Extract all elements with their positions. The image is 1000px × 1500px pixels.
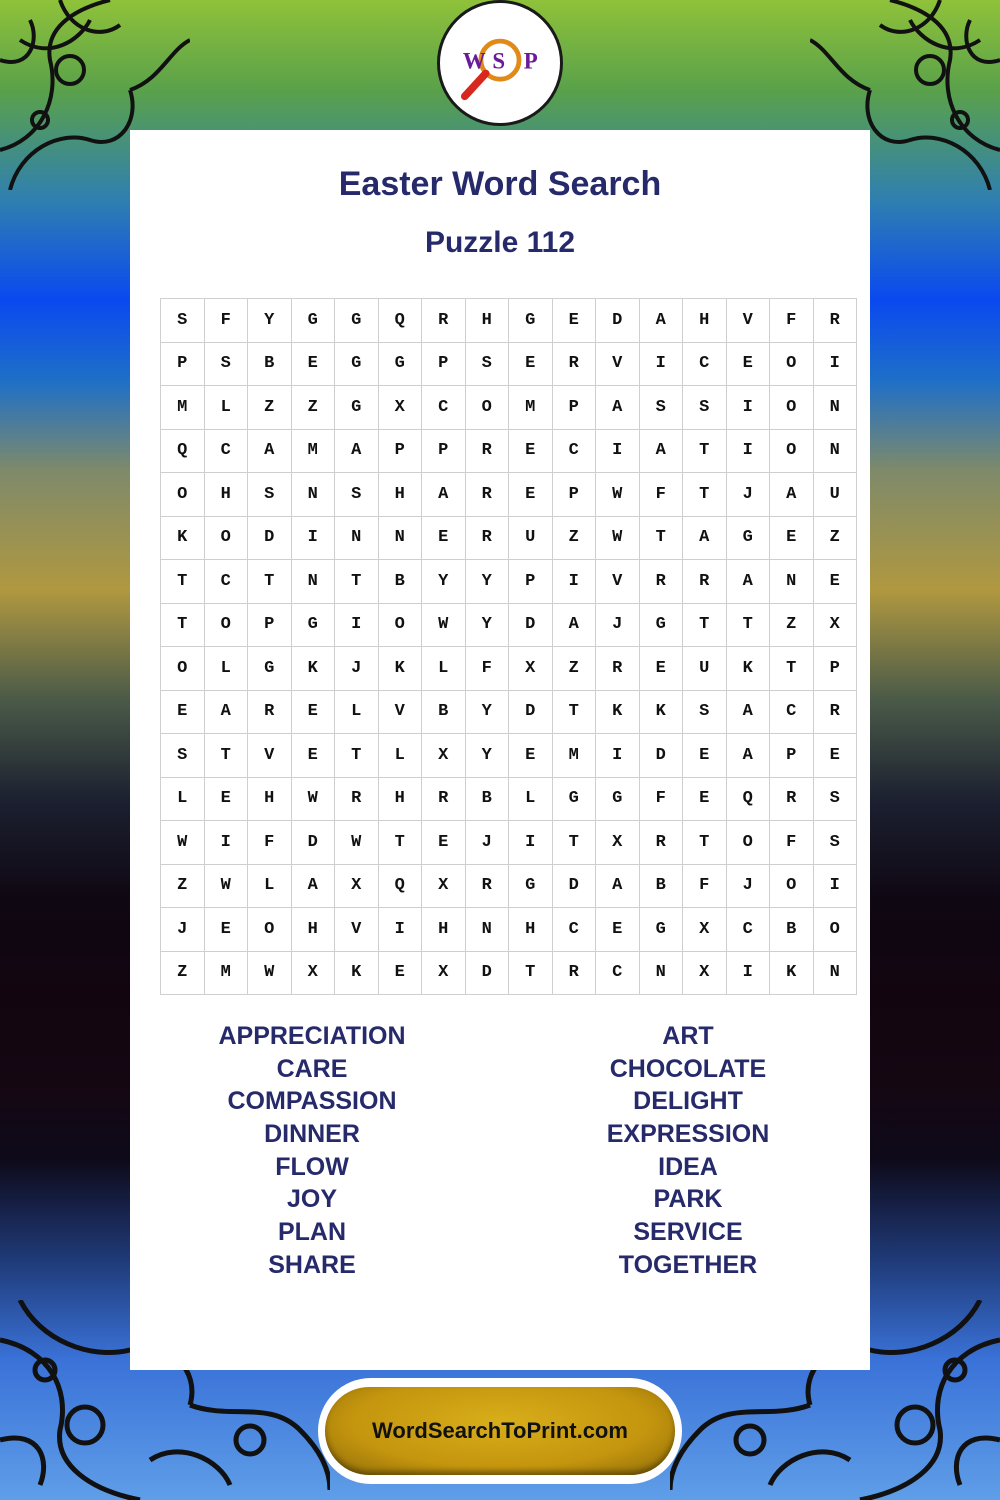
grid-row [161,603,857,647]
grid-cell[interactable]: L [509,777,553,821]
grid-cell[interactable]: Y [465,603,509,647]
grid-cell[interactable]: S [204,342,248,386]
grid-cell[interactable]: X [291,951,335,995]
grid-cell[interactable]: B [639,864,683,908]
grid-cell[interactable]: N [465,908,509,952]
grid-cell[interactable]: E [770,516,814,560]
grid-cell[interactable]: A [683,516,727,560]
footer-badge[interactable] [318,1378,682,1484]
grid-cell[interactable]: A [726,734,770,778]
grid-cell[interactable]: Z [813,516,857,560]
grid-cell[interactable]: P [552,386,596,430]
grid-cell[interactable]: U [813,473,857,517]
grid-cell[interactable]: C [683,342,727,386]
grid-cell[interactable]: T [639,516,683,560]
grid-cell[interactable]: B [770,908,814,952]
grid-cell[interactable]: R [335,777,379,821]
grid-cell[interactable]: O [726,821,770,865]
grid-cell[interactable]: Z [291,386,335,430]
grid-cell[interactable]: E [204,777,248,821]
grid-cell[interactable]: W [248,951,292,995]
grid-cell[interactable]: G [509,864,553,908]
grid-cell[interactable]: M [291,429,335,473]
grid-row [161,908,857,952]
grid-cell[interactable]: F [248,821,292,865]
grid-cell[interactable]: C [204,560,248,604]
grid-cell[interactable]: L [335,690,379,734]
grid-cell[interactable]: S [335,473,379,517]
word-list-item: EXPRESSION [606,1120,770,1149]
grid-cell[interactable]: T [726,603,770,647]
grid-cell[interactable]: R [813,299,857,343]
grid-cell[interactable]: O [161,473,205,517]
grid-cell[interactable]: G [552,777,596,821]
grid-cell[interactable]: K [596,690,640,734]
grid-cell[interactable]: A [335,429,379,473]
word-list-item: FLOW [275,1152,349,1181]
grid-cell[interactable]: H [248,777,292,821]
grid-cell[interactable]: P [422,342,466,386]
grid-cell[interactable]: F [465,647,509,691]
grid-cell[interactable]: I [291,516,335,560]
grid-cell[interactable]: E [378,951,422,995]
grid-cell[interactable]: O [378,603,422,647]
grid-cell[interactable]: R [552,951,596,995]
grid-row [161,516,857,560]
grid-cell[interactable]: N [770,560,814,604]
grid-cell[interactable]: C [552,908,596,952]
grid-cell[interactable]: P [248,603,292,647]
grid-cell[interactable]: R [596,647,640,691]
grid-cell[interactable]: R [639,560,683,604]
grid-cell[interactable]: H [378,473,422,517]
grid-cell[interactable]: K [726,647,770,691]
grid-cell[interactable]: G [335,299,379,343]
grid-cell[interactable]: D [465,951,509,995]
grid-cell[interactable]: I [509,821,553,865]
grid-cell[interactable]: K [770,951,814,995]
grid-cell[interactable]: E [291,734,335,778]
grid-cell[interactable]: Q [161,429,205,473]
grid-cell[interactable]: K [639,690,683,734]
grid-cell[interactable]: I [639,342,683,386]
grid-cell[interactable]: R [552,342,596,386]
grid-cell[interactable]: N [291,560,335,604]
grid-cell[interactable]: R [465,473,509,517]
grid-row [161,647,857,691]
grid-cell[interactable]: R [422,299,466,343]
grid-cell[interactable]: E [422,516,466,560]
grid-cell[interactable]: C [770,690,814,734]
word-list-item: DELIGHT [633,1087,743,1116]
grid-cell[interactable]: F [770,299,814,343]
grid-cell[interactable]: A [204,690,248,734]
grid-cell[interactable]: O [204,603,248,647]
grid-cell[interactable]: Y [465,690,509,734]
word-list-item: CARE [276,1054,348,1083]
grid-cell[interactable]: W [596,473,640,517]
grid-cell[interactable]: P [422,429,466,473]
grid-cell[interactable]: Z [161,864,205,908]
grid-cell[interactable]: A [770,473,814,517]
grid-cell[interactable]: N [639,951,683,995]
grid-row [161,951,857,995]
grid-cell[interactable]: A [422,473,466,517]
grid-cell[interactable]: B [465,777,509,821]
grid-cell[interactable]: R [422,777,466,821]
grid-cell[interactable]: I [813,864,857,908]
grid-cell[interactable]: D [552,864,596,908]
grid-cell[interactable]: D [291,821,335,865]
grid-cell[interactable]: E [204,908,248,952]
grid-cell[interactable]: E [509,734,553,778]
grid-cell[interactable]: R [465,864,509,908]
grid-cell[interactable]: E [291,690,335,734]
word-list-item: CHOCOLATE [609,1054,767,1083]
grid-cell[interactable]: R [465,429,509,473]
grid-cell[interactable]: P [378,429,422,473]
grid-cell[interactable]: T [204,734,248,778]
grid-row [161,386,857,430]
grid-cell[interactable]: T [683,473,727,517]
grid-cell[interactable]: S [813,821,857,865]
grid-cell[interactable]: X [596,821,640,865]
grid-row [161,299,857,343]
grid-cell[interactable]: Q [378,864,422,908]
grid-cell[interactable]: I [726,951,770,995]
grid-cell[interactable]: Z [552,516,596,560]
grid-cell[interactable]: N [813,429,857,473]
grid-cell[interactable]: W [161,821,205,865]
grid-cell[interactable]: J [161,908,205,952]
grid-cell[interactable]: F [683,864,727,908]
grid-cell[interactable]: W [335,821,379,865]
grid-cell[interactable]: E [552,299,596,343]
grid-cell[interactable]: H [378,777,422,821]
grid-cell[interactable]: T [683,821,727,865]
grid-cell[interactable]: H [291,908,335,952]
grid-cell[interactable]: E [639,647,683,691]
grid-cell[interactable]: F [639,777,683,821]
grid-cell[interactable]: L [378,734,422,778]
grid-cell[interactable]: C [422,386,466,430]
grid-cell[interactable]: T [683,603,727,647]
grid-cell[interactable]: E [596,908,640,952]
grid-cell[interactable]: R [465,516,509,560]
grid-cell[interactable]: P [509,560,553,604]
grid-cell[interactable]: G [639,603,683,647]
grid-cell[interactable]: T [509,951,553,995]
grid-cell[interactable]: I [378,908,422,952]
grid-cell[interactable]: O [813,908,857,952]
grid-cell[interactable]: V [596,342,640,386]
grid-cell[interactable]: S [161,734,205,778]
word-list-left [122,1020,502,1282]
grid-cell[interactable]: S [639,386,683,430]
grid-cell[interactable]: X [683,908,727,952]
logo-letter-p: P [523,48,538,74]
grid-cell[interactable]: E [509,473,553,517]
grid-cell[interactable]: A [291,864,335,908]
grid-cell[interactable]: L [161,777,205,821]
grid-cell[interactable]: A [726,560,770,604]
grid-cell[interactable]: O [770,386,814,430]
grid-cell[interactable]: J [335,647,379,691]
grid-cell[interactable]: Y [465,560,509,604]
grid-cell[interactable]: R [813,690,857,734]
grid-cell[interactable]: S [683,386,727,430]
grid-cell[interactable]: B [248,342,292,386]
word-list-item: PARK [653,1185,723,1214]
grid-cell[interactable]: T [248,560,292,604]
grid-cell[interactable]: G [509,299,553,343]
grid-cell[interactable]: J [726,473,770,517]
grid-cell[interactable]: L [422,647,466,691]
grid-cell[interactable]: A [248,429,292,473]
grid-row [161,821,857,865]
grid-cell[interactable]: Y [248,299,292,343]
grid-cell[interactable]: V [335,908,379,952]
grid-cell[interactable]: D [596,299,640,343]
grid-cell[interactable]: E [161,690,205,734]
word-list-right [498,1020,878,1282]
grid-cell[interactable]: R [639,821,683,865]
grid-cell[interactable]: H [509,908,553,952]
grid-cell[interactable]: G [291,603,335,647]
grid-cell[interactable]: T [378,821,422,865]
grid-cell[interactable]: O [770,864,814,908]
grid-cell[interactable]: U [683,647,727,691]
grid-cell[interactable]: A [726,690,770,734]
grid-cell[interactable]: O [204,516,248,560]
grid-cell[interactable]: N [291,473,335,517]
grid-cell[interactable]: A [552,603,596,647]
grid-cell[interactable]: X [683,951,727,995]
grid-cell[interactable]: D [639,734,683,778]
grid-cell[interactable]: Q [378,299,422,343]
grid-row [161,429,857,473]
grid-cell[interactable]: A [639,299,683,343]
grid-cell[interactable]: Y [422,560,466,604]
grid-cell[interactable]: H [683,299,727,343]
grid-cell[interactable]: P [161,342,205,386]
grid-cell[interactable]: I [726,429,770,473]
grid-cell[interactable]: J [596,603,640,647]
grid-cell[interactable]: E [683,777,727,821]
grid-cell[interactable]: L [204,647,248,691]
grid-row [161,734,857,778]
grid-cell[interactable]: G [335,386,379,430]
grid-row [161,560,857,604]
grid-cell[interactable]: V [378,690,422,734]
grid-cell[interactable]: N [813,951,857,995]
grid-cell[interactable]: D [509,690,553,734]
grid-cell[interactable]: E [813,560,857,604]
grid-cell[interactable]: J [726,864,770,908]
grid-cell[interactable]: K [335,951,379,995]
grid-cell[interactable]: S [248,473,292,517]
grid-cell[interactable]: G [335,342,379,386]
grid-cell[interactable]: V [248,734,292,778]
grid-cell[interactable]: I [552,560,596,604]
logo-letter-s: S [492,48,506,74]
grid-cell[interactable]: M [552,734,596,778]
grid-cell[interactable]: C [726,908,770,952]
site-link[interactable]: WordSearchToPrint.com [325,1387,675,1475]
grid-cell[interactable]: B [378,560,422,604]
grid-cell[interactable]: E [726,342,770,386]
page-title: Easter Word Search [338,165,662,203]
grid-cell[interactable]: S [683,690,727,734]
grid-cell[interactable]: T [161,560,205,604]
grid-cell[interactable]: S [813,777,857,821]
grid-cell[interactable]: Z [161,951,205,995]
grid-cell[interactable]: G [248,647,292,691]
grid-cell[interactable]: E [509,429,553,473]
grid-cell[interactable]: X [422,864,466,908]
grid-cell[interactable]: H [422,908,466,952]
grid-cell[interactable]: P [552,473,596,517]
grid-cell[interactable]: J [465,821,509,865]
grid-cell[interactable]: P [770,734,814,778]
grid-cell[interactable]: N [378,516,422,560]
grid-row [161,342,857,386]
grid-cell[interactable]: K [161,516,205,560]
grid-row [161,864,857,908]
grid-cell[interactable]: O [161,647,205,691]
grid-cell[interactable]: W [291,777,335,821]
grid-cell[interactable]: D [509,603,553,647]
grid-cell[interactable]: Q [726,777,770,821]
letter-grid[interactable] [160,298,857,995]
grid-cell[interactable]: E [683,734,727,778]
word-list-item: JOY [286,1185,338,1214]
grid-cell[interactable]: I [596,429,640,473]
grid-cell[interactable]: E [291,342,335,386]
grid-cell[interactable]: O [770,429,814,473]
grid-cell[interactable]: X [813,603,857,647]
grid-cell[interactable]: C [596,951,640,995]
grid-cell[interactable]: A [639,429,683,473]
grid-cell[interactable]: H [204,473,248,517]
grid-row [161,690,857,734]
grid-cell[interactable]: N [813,386,857,430]
grid-cell[interactable]: I [813,342,857,386]
word-list-item: ART [662,1022,714,1050]
grid-cell[interactable]: G [291,299,335,343]
grid-cell[interactable]: G [378,342,422,386]
grid-cell[interactable]: K [291,647,335,691]
grid-cell[interactable]: B [422,690,466,734]
grid-cell[interactable]: X [378,386,422,430]
grid-cell[interactable]: V [726,299,770,343]
grid-cell[interactable]: Y [465,734,509,778]
grid-cell[interactable]: G [726,516,770,560]
grid-cell[interactable]: N [335,516,379,560]
logo-letter-w: W [462,48,486,74]
word-list-item: SHARE [268,1250,356,1279]
word-list-item: COMPASSION [227,1087,397,1116]
grid-cell[interactable]: T [683,429,727,473]
grid-cell[interactable]: M [509,386,553,430]
grid-cell[interactable]: R [683,560,727,604]
grid-cell[interactable]: S [161,299,205,343]
grid-cell[interactable]: W [596,516,640,560]
grid-cell[interactable]: A [596,386,640,430]
grid-cell[interactable]: F [204,299,248,343]
grid-cell[interactable]: T [552,690,596,734]
grid-cell[interactable]: O [465,386,509,430]
grid-cell[interactable]: D [248,516,292,560]
grid-cell[interactable]: A [596,864,640,908]
word-list-item: APPRECIATION [218,1022,406,1050]
grid-cell[interactable]: S [465,342,509,386]
grid-cell[interactable]: Z [248,386,292,430]
grid-row [161,473,857,517]
grid-cell[interactable]: X [509,647,553,691]
grid-cell[interactable]: E [509,342,553,386]
grid-cell[interactable]: F [770,821,814,865]
grid-cell[interactable]: F [639,473,683,517]
grid-cell[interactable]: M [161,386,205,430]
word-list-item: PLAN [277,1218,347,1247]
grid-cell[interactable]: Z [552,647,596,691]
grid-cell[interactable]: C [552,429,596,473]
puzzle-number: Puzzle 112 [424,226,576,259]
grid-cell[interactable]: P [813,647,857,691]
grid-cell[interactable]: T [161,603,205,647]
grid-cell[interactable]: C [204,429,248,473]
word-list-item: IDEA [658,1152,718,1181]
grid-cell[interactable]: R [770,777,814,821]
grid-cell[interactable]: M [204,951,248,995]
grid-cell[interactable]: O [248,908,292,952]
grid-row [161,777,857,821]
grid-cell[interactable]: I [726,386,770,430]
grid-cell[interactable]: R [248,690,292,734]
word-list-item: TOGETHER [618,1250,758,1279]
grid-cell[interactable]: V [596,560,640,604]
grid-cell[interactable]: G [596,777,640,821]
word-list-item: DINNER [264,1120,360,1149]
grid-cell[interactable]: T [552,821,596,865]
grid-cell[interactable]: L [204,386,248,430]
grid-cell[interactable]: T [335,734,379,778]
grid-cell[interactable]: I [596,734,640,778]
grid-cell[interactable]: H [465,299,509,343]
grid-cell[interactable]: Z [770,603,814,647]
grid-cell[interactable]: O [770,342,814,386]
grid-cell[interactable]: W [422,603,466,647]
grid-cell[interactable]: X [422,734,466,778]
grid-cell[interactable]: G [639,908,683,952]
grid-cell[interactable]: K [378,647,422,691]
grid-cell[interactable]: X [335,864,379,908]
grid-cell[interactable]: W [204,864,248,908]
grid-cell[interactable]: E [813,734,857,778]
grid-cell[interactable]: I [204,821,248,865]
word-list-item: SERVICE [633,1218,743,1247]
grid-cell[interactable]: U [509,516,553,560]
grid-cell[interactable]: T [335,560,379,604]
wsp-logo[interactable] [437,0,563,126]
grid-cell[interactable]: T [770,647,814,691]
grid-cell[interactable]: L [248,864,292,908]
grid-cell[interactable]: X [422,951,466,995]
grid-cell[interactable]: I [335,603,379,647]
grid-cell[interactable]: E [422,821,466,865]
